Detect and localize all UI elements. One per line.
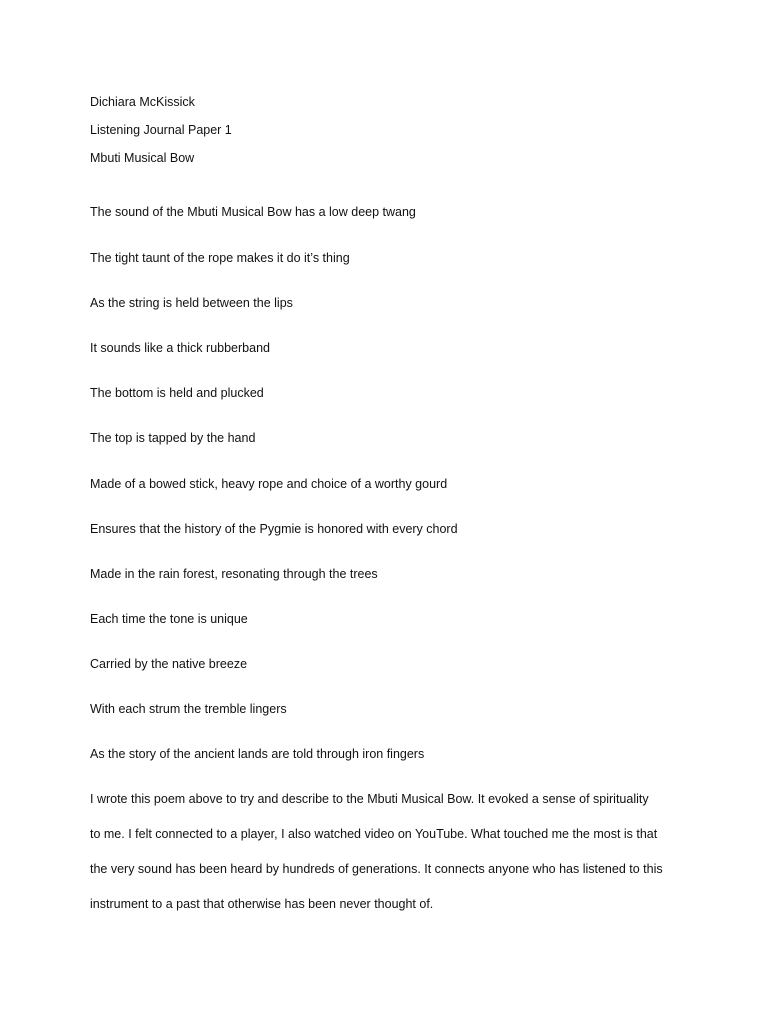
reflection-line: to me. I felt connected to a player, I also watched video on YouTube. What touched me the most is that — [90, 827, 658, 841]
poem-line: The bottom is held and plucked — [90, 386, 264, 400]
author-name: Dichiara McKissick — [90, 95, 195, 109]
document-title: Mbuti Musical Bow — [90, 151, 195, 165]
poem-line: The tight taunt of the rope makes it do it’s thing — [90, 251, 350, 265]
poem-line: As the story of the ancient lands are told through iron fingers — [90, 747, 425, 761]
assignment-title: Listening Journal Paper 1 — [90, 123, 232, 137]
poem-line: With each strum the tremble lingers — [90, 702, 287, 716]
poem-line: Each time the tone is unique — [90, 612, 248, 626]
poem-line: The top is tapped by the hand — [90, 431, 256, 445]
poem-line: Made of a bowed stick, heavy rope and choice of a worthy gourd — [90, 477, 448, 491]
poem-line: Carried by the native breeze — [90, 657, 248, 671]
poem-line: The sound of the Mbuti Musical Bow has a low deep twang — [90, 205, 416, 219]
reflection-line: the very sound has been heard by hundreds of generations. It connects anyone who has listened to this — [90, 862, 663, 876]
poem-line: As the string is held between the lips — [90, 296, 293, 310]
reflection-line: I wrote this poem above to try and describe to the Mbuti Musical Bow. It evoked a sense of spirituality — [90, 792, 649, 806]
reflection-line: instrument to a past that otherwise has been never thought of. — [90, 897, 434, 911]
poem-line: Made in the rain forest, resonating through the trees — [90, 567, 378, 581]
poem-line: It sounds like a thick rubberband — [90, 341, 270, 355]
poem-line: Ensures that the history of the Pygmie is honored with every chord — [90, 522, 458, 536]
